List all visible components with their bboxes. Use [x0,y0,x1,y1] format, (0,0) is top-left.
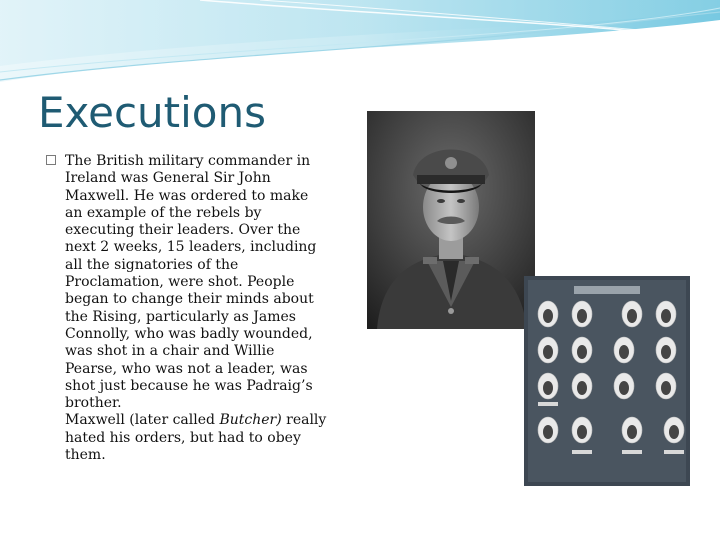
paragraph-line: an example of the rebels by [65,204,262,221]
paragraph-text-segment: really [281,412,327,429]
paragraph-text-segment: Maxwell (later called [65,412,220,429]
bullet-paragraph [46,153,346,464]
paragraph-line: Pearse, who was not a leader, was [65,360,308,377]
paragraph-line-with-italic [65,412,346,429]
paragraph-line: The British military commander in [65,153,311,169]
paragraph-line: Ireland was General Sir John [65,170,271,187]
paragraph-line: them. [65,447,106,464]
portrait-photo-graphic [367,111,535,329]
italic-nickname: Butcher) [219,412,282,429]
paragraph-line: next 2 weeks, 15 leaders, including [65,239,317,256]
slide-title: Executions [38,88,266,137]
paragraph-text [46,153,346,464]
memorial-board-graphic [524,276,690,486]
portrait-photo [367,111,535,329]
paragraph-line: Proclamation, were shot. People [65,274,295,291]
paragraph-line: began to change their minds about [65,291,314,308]
paragraph-line: the Rising, particularly as James [65,308,296,325]
paragraph-line: brother. [65,395,122,412]
paragraph-line: all the signatories of the [65,256,239,273]
paragraph-line: executing their leaders. Over the [65,222,301,239]
paragraph-line: Connolly, who was badly wounded, [65,325,313,342]
square-bullet-icon [46,155,56,165]
wave-header-decoration [0,0,720,90]
leaders-memorial-photo [524,276,690,486]
paragraph-line: Maxwell. He was ordered to make [65,187,309,204]
paragraph-line: hated his orders, but had to obey [65,429,301,446]
paragraph-line: shot just because he was Padraig’s [65,377,313,394]
paragraph-line: was shot in a chair and Willie [65,343,275,360]
